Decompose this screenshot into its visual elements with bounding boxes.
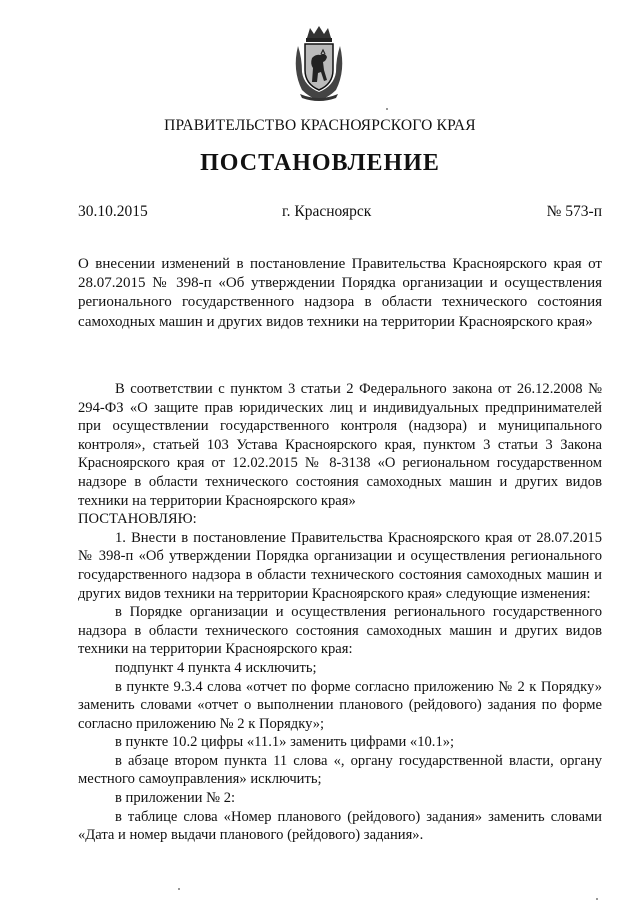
item-1-paragraph: 1. Внести в постановление Правительства Красноярского края от 28.07.2015 № 398-п «Об утверждении Порядка организации и осуществления регионального государственного надзора в области технического состояния самоходных машин и других видов техники на территории Красноярского края» следующие изменения: [78,529,602,602]
document-subject: О внесении изменений в постановление Правительства Красноярского края от 28.07.2015 № 398-п «Об утверждении Порядка организации и осуществления регионального государственного надзора в области технического состояния самоходных машин и других видов техники на территории Красноярского края» [78,256,602,330]
coat-of-arms-emblem [290,24,348,102]
scan-speck [386,108,388,110]
document-body [78,380,602,845]
document-number: № 573-п [546,203,602,220]
clause-102-paragraph: в пункте 10.2 цифры «11.1» заменить цифрами «10.1»; [115,734,455,751]
document-meta-row [78,203,602,223]
table-change-paragraph: в таблице слова «Номер планового (рейдового) задания» заменить словами «Дата и номер выдачи планового (рейдового) задания». [78,808,602,844]
preamble-paragraph: В соответствии с пунктом 3 статьи 2 Федерального закона от 26.12.2008 № 294-ФЗ «О защите прав юридических лиц и индивидуальных предпринимателей при осуществлении государственного контроля (надзора) и муниципального контроля», статьей 103 Устава Красноярского края, пунктом 3 статьи 3 Закона Красноярского края от 12.02.2015 № 8-3138 «О региональном государственном надзоре в области технического состояния самоходных машин и других видов техники на территории Красноярского края» [78,381,602,509]
order-changes-paragraph: в Порядке организации и осуществления регионального государственного надзора в области технического состояния самоходных машин и других видов техники на территории Красноярского края: [78,604,602,658]
subitem-4-paragraph: подпункт 4 пункта 4 исключить; [115,659,317,676]
document-city: г. Красноярск [282,203,372,220]
document-date: 30.10.2015 [78,203,148,220]
appendix-2-paragraph: в приложении № 2: [115,790,236,807]
resolve-statement: ПОСТАНОВЛЯЮ: [78,511,197,528]
clause-11-paragraph: в абзаце втором пункта 11 слова «, органу государственной власти, органу местного самоуправления» исключить; [78,752,602,788]
government-name: ПРАВИТЕЛЬСТВО КРАСНОЯРСКОГО КРАЯ [164,117,476,134]
scan-speck [178,888,180,890]
clause-934-paragraph: в пункте 9.3.4 слова «отчет по форме согласно приложению № 2 к Порядку» заменить словами «отчет о выполнении планового (рейдового) задания по форме согласно приложению № 2 к Порядку»; [78,678,602,732]
document-type-title: ПОСТАНОВЛЕНИЕ [200,150,440,176]
scan-speck [596,898,598,900]
